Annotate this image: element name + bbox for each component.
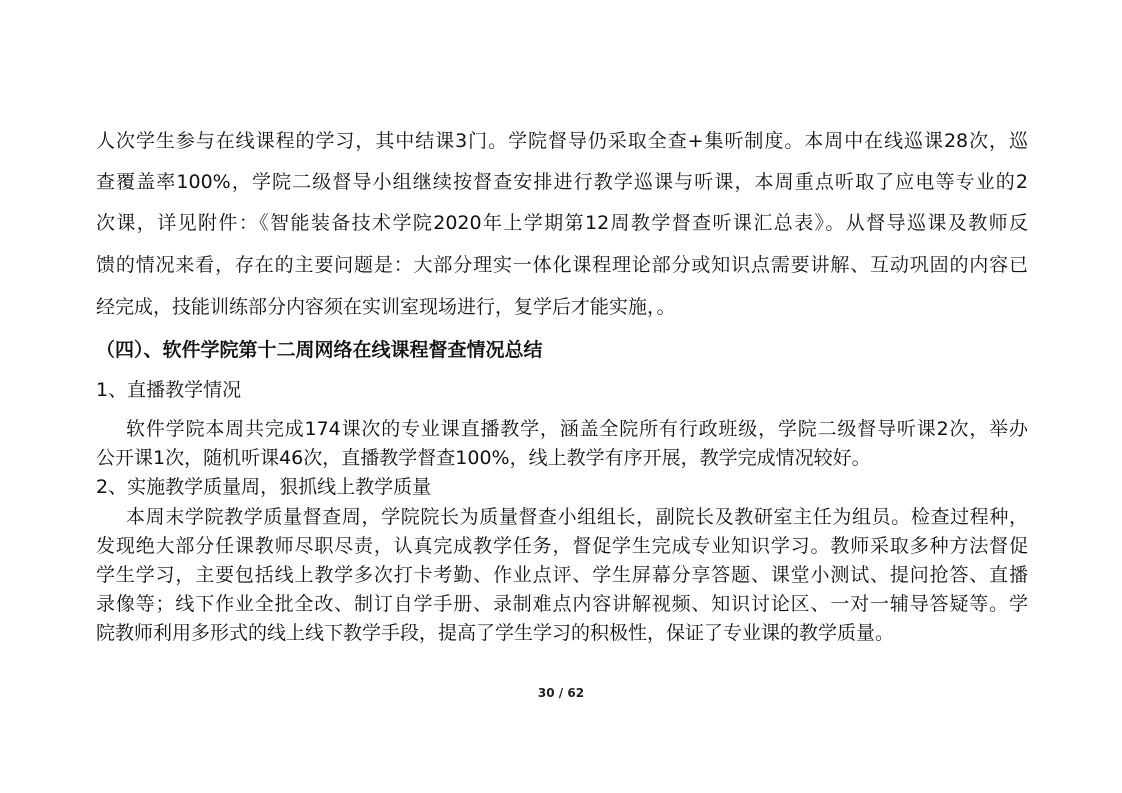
- body-line: 查覆盖率100%，学院二级督导小组继续按督查安排进行教学巡课与听课，本周重点听取了应电等专业的2: [96, 171, 1028, 193]
- body-line: 次课，详见附件：《智能装备技术学院2020年上学期第12周教学督查听课汇总表》。从督导巡课及教师反: [96, 212, 1028, 234]
- paragraph-line: 发现绝大部分任课教师尽职尽责，认真完成教学任务，督促学生完成专业知识学习。教师采取多种方法督促: [96, 535, 1028, 557]
- paragraph-line: 公开课1次，随机听课46次，直播教学督查100%，线上教学有序开展，教学完成情况较好。: [96, 447, 871, 469]
- paragraph-line: 本周末学院教学质量督查周，学院院长为质量督查小组组长，副院长及教研室主任为组员。检查过程种，: [126, 506, 1028, 528]
- subheading: 2、实施教学质量周，狠抓线上教学质量: [96, 476, 432, 498]
- paragraph-line: 学生学习，主要包括线上教学多次打卡考勤、作业点评、学生屏幕分享答题、课堂小测试、提问抢答、直播: [96, 564, 1028, 586]
- paragraph-line: 院教师利用多形式的线上线下教学手段，提高了学生学习的积极性，保证了专业课的教学质量。: [96, 622, 895, 644]
- page-number: 30 / 62: [537, 686, 585, 700]
- paragraph-line: 软件学院本周共完成174课次的专业课直播教学，涵盖全院所有行政班级，学院二级督导听课2次，举办: [126, 418, 1028, 440]
- body-line: 人次学生参与在线课程的学习，其中结课3门。学院督导仍采取全查+集听制度。本周中在线巡课28次，巡: [96, 130, 1028, 152]
- subheading: 1、直播教学情况: [96, 379, 242, 401]
- paragraph-line: 录像等；线下作业全批全改、制订自学手册、录制难点内容讲解视频、知识讨论区、一对一辅导答疑等。学: [96, 593, 1028, 615]
- section-heading: （四）、软件学院第十二周网络在线课程督查情况总结: [96, 339, 543, 361]
- body-line: 馈的情况来看，存在的主要问题是：大部分理实一体化课程理论部分或知识点需要讲解、互动巩固的内容已: [96, 254, 1028, 276]
- body-line: 经完成，技能训练部分内容须在实训室现场进行，复学后才能实施，。: [96, 296, 676, 318]
